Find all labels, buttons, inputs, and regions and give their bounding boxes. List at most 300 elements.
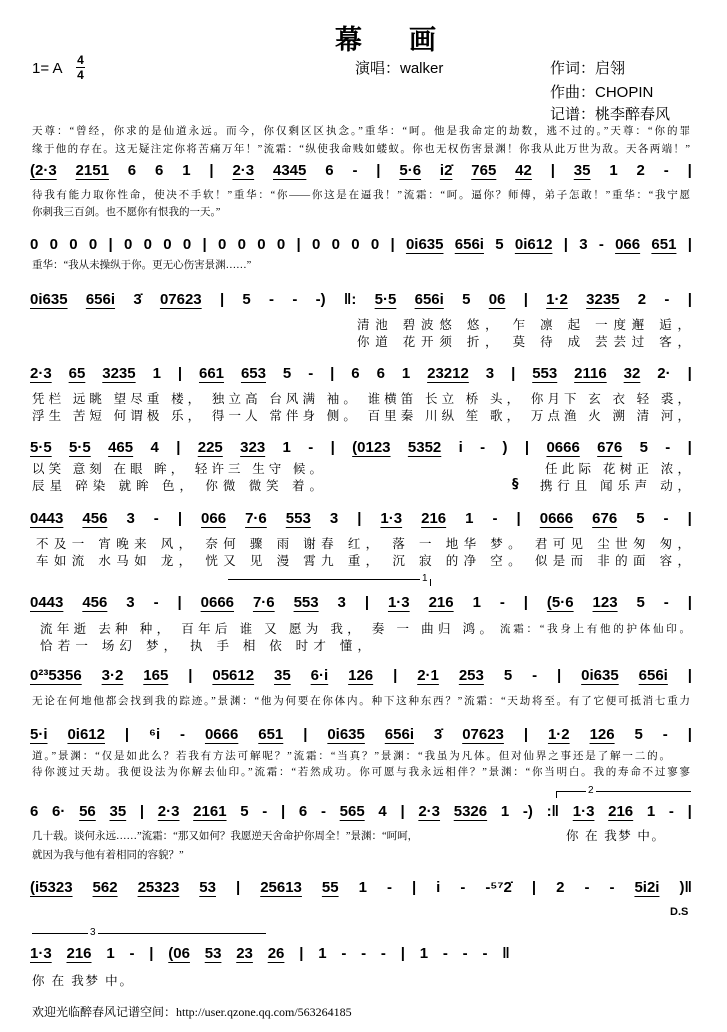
- note-group: 0: [370, 236, 380, 253]
- note-group: 066: [615, 236, 641, 253]
- note-group: 0: [217, 236, 227, 253]
- barline: |: [303, 726, 308, 743]
- note-group: 2: [556, 879, 565, 896]
- barline: |: [177, 594, 182, 611]
- note-group: -): [315, 291, 326, 308]
- note-group: 3: [126, 594, 135, 611]
- dash: -: [492, 510, 498, 527]
- lyric-line-verse-1: 不及一 宵晚来 风， 奈何 骤 雨 谢春 红， 落 一 地华 梦。 君可见 尘世匆 匆，: [36, 537, 690, 551]
- note-group: 253: [458, 667, 484, 684]
- note-group: 0i635: [405, 236, 444, 253]
- note-group: 1·3: [572, 803, 595, 820]
- note-group: 0666: [539, 510, 574, 527]
- notation-row: [30, 944, 510, 966]
- note-group: 1: [646, 803, 656, 820]
- note-group: 06: [488, 291, 506, 308]
- dash: -: [668, 803, 674, 820]
- note-group: 456: [82, 594, 108, 611]
- note-group: 55: [321, 879, 339, 896]
- note-group: 5·5: [69, 439, 91, 456]
- lyric-line-verse-1: 以笑 意刻 在眼 眸， 轻许三 生守 候。: [32, 462, 322, 476]
- volta-bracket: [228, 579, 431, 586]
- note-group: 5·5: [30, 439, 52, 456]
- barline: |: [376, 162, 381, 179]
- notation-row: [30, 364, 692, 386]
- dialogue-line: 待我有能力取你性命，使决不手软！”重华：“你——你这是在逼我！”流霜：“呵。逼你？师傅，弟子怎敢！”重华：“我宁愿: [32, 190, 690, 201]
- notation-row: [30, 802, 692, 824]
- note-group: 5: [240, 803, 249, 820]
- note-group: 1: [465, 510, 474, 527]
- note-group: 23212: [427, 365, 469, 382]
- note-group: 25323: [137, 879, 180, 896]
- note-group: 0: [123, 236, 133, 253]
- note-group: 65: [68, 365, 86, 382]
- note-group: 05612: [212, 667, 255, 684]
- volta-label: 2: [588, 785, 594, 796]
- dash: -: [663, 594, 669, 611]
- barline: |: [177, 510, 183, 527]
- note-group: 42: [515, 162, 532, 179]
- lyric-line-verse-2: 浮生 苦短 何谓极 乐， 得一人 常伴身 侧。 百里秦 川纵 笙 歌， 万点渔 火 溯 清 河，: [32, 409, 690, 423]
- note-group: 651: [651, 236, 677, 253]
- barline: |: [330, 365, 335, 382]
- note-group: 0²³5356: [30, 667, 82, 684]
- note-group: 5: [462, 291, 471, 308]
- note-group: 2·3: [30, 365, 52, 382]
- note-group: 5: [242, 291, 251, 308]
- dash: -: [662, 726, 668, 743]
- note-group: 1: [401, 365, 411, 382]
- barline: |: [687, 726, 692, 743]
- note-group: -⁵⁷2̇: [485, 879, 512, 896]
- barline: |: [400, 803, 405, 820]
- note-group: 553: [532, 365, 558, 382]
- barline: |: [523, 291, 528, 308]
- barline: |: [364, 594, 370, 611]
- note-group: (06: [168, 945, 190, 962]
- dash: -: [308, 365, 314, 382]
- time-signature: [76, 54, 85, 81]
- dash: -: [262, 803, 268, 820]
- note-group: 4: [150, 439, 159, 456]
- note-group: 0443: [30, 594, 64, 611]
- dash: -: [442, 945, 448, 962]
- note-group: 2161: [193, 803, 227, 820]
- note-group: 0: [88, 236, 98, 253]
- barline: |: [357, 510, 362, 527]
- note-group: 0666: [204, 726, 239, 743]
- barline: |: [687, 439, 692, 456]
- note-group: 1: [106, 945, 115, 962]
- lyric-line-verse-2: 携行且 闻乐声 动，: [540, 479, 690, 493]
- note-group: 35: [274, 667, 291, 684]
- note-group: 565: [339, 803, 365, 820]
- note-group: 066: [201, 510, 227, 527]
- note-group: 0: [143, 236, 152, 253]
- note-group: 0: [311, 236, 321, 253]
- note-group: 765: [471, 162, 497, 179]
- dialogue-line: 几十载。谈何永远……”流霜：“那又如何？我愿逆天舍命护你周全！”景渊：“呵呵，: [32, 831, 419, 842]
- barline: |: [209, 162, 214, 179]
- dash: -: [665, 439, 671, 456]
- note-group: 1: [358, 879, 367, 896]
- note-group: 656i: [454, 236, 484, 253]
- note-group: 0: [237, 236, 246, 253]
- note-group: 1: [472, 594, 481, 611]
- note-group: 656i: [638, 667, 668, 684]
- note-group: 53: [204, 945, 222, 962]
- dash: -: [153, 594, 159, 611]
- dash: -: [598, 236, 604, 253]
- note-group: 3: [329, 510, 339, 527]
- barline: |: [188, 667, 193, 684]
- barline: |: [550, 162, 555, 179]
- note-group: 0i635: [581, 667, 619, 684]
- note-group: 5: [503, 667, 513, 684]
- barline: |: [687, 510, 692, 527]
- transcriber-credit: 记谱：桃李醉春风: [550, 106, 671, 123]
- note-group: (0123: [352, 439, 391, 456]
- note-group: 126: [348, 667, 374, 684]
- barline: |: [411, 879, 417, 896]
- note-group: 0666: [200, 594, 235, 611]
- dash: -: [480, 439, 486, 456]
- note-group: 25613: [260, 879, 302, 896]
- barline: |: [523, 594, 528, 611]
- lyric-line-verse-2: 恰若一 场幻 梦， 执 手 相 依 时才 懂，: [40, 639, 370, 653]
- barline: |: [108, 236, 113, 253]
- note-group: 5: [636, 594, 645, 611]
- note-group: 216: [608, 803, 634, 820]
- note-group: 6: [351, 365, 360, 382]
- notation-row: [30, 725, 692, 747]
- barline: )‖: [679, 879, 692, 896]
- note-group: 3̇: [433, 726, 443, 743]
- notation-row: [30, 235, 692, 257]
- note-group: 0: [30, 236, 39, 253]
- note-group: 1·3: [30, 945, 52, 962]
- segno-mark: §: [512, 477, 519, 492]
- note-group: 5·5: [374, 291, 397, 308]
- note-group: 1: [282, 439, 291, 456]
- barline: |: [296, 236, 301, 253]
- note-group: 5·6: [399, 162, 422, 179]
- dash: -: [584, 879, 590, 896]
- dash: -: [308, 439, 314, 456]
- note-group: 3: [337, 594, 346, 611]
- dal-segno-mark: D.S: [670, 906, 689, 918]
- note-group: 53: [199, 879, 216, 896]
- note-group: 553: [285, 510, 311, 527]
- note-group: 661: [198, 365, 225, 382]
- dash: -: [352, 162, 358, 179]
- dash: -: [664, 291, 670, 308]
- dash: -: [341, 945, 347, 962]
- note-group: 6: [154, 162, 164, 179]
- note-group: 6: [376, 365, 385, 382]
- dash: -: [499, 594, 505, 611]
- note-group: 35: [109, 803, 127, 820]
- note-group: 6: [298, 803, 308, 820]
- dialogue-line: 流霜：“我身上有他的护体仙印。: [500, 624, 690, 635]
- note-group: 3235: [102, 365, 136, 382]
- note-group: 553: [293, 594, 319, 611]
- barline: |: [235, 879, 241, 896]
- barline: |: [124, 726, 130, 743]
- dash: -: [462, 945, 468, 962]
- dialogue-line: 待你渡过天劫。我便设法为你解去仙印。”流霜：“若然成功。你可愿与我永远相伴？”景渊：“你当明白。我的寿命不过寥寥: [32, 767, 690, 778]
- note-group: 1·3: [387, 594, 410, 611]
- lyric-line-ending: 你 在 我梦 中。: [566, 829, 664, 843]
- note-group: 2·3: [157, 803, 180, 820]
- dash: -: [269, 291, 275, 308]
- dash: -: [129, 945, 135, 962]
- dash: -: [386, 879, 392, 896]
- dialogue-line: 无论在何地他都会找到我的踪迹。”景渊：“他为何要在你体内。种下这种东西？”流霜：“天劫将至。有了它便可抵消七重力: [32, 696, 690, 707]
- note-group: i: [458, 439, 463, 456]
- note-group: 1: [182, 162, 191, 179]
- barline: |: [281, 803, 286, 820]
- lyricist-credit: 作词：启翎: [550, 60, 626, 77]
- note-group: 32: [623, 365, 641, 382]
- barline: |: [687, 667, 692, 684]
- note-group: 216: [428, 594, 454, 611]
- barline: |: [687, 236, 692, 253]
- lyric-line-verse-1: 任此际 花树正 浓，: [545, 462, 690, 476]
- notation-row: [30, 438, 692, 460]
- note-group: i: [436, 879, 441, 896]
- note-group: 2: [637, 291, 647, 308]
- barline: |: [299, 945, 304, 962]
- note-group: 653: [240, 365, 266, 382]
- note-group: 7·6: [252, 594, 275, 611]
- note-group: 2151: [75, 162, 109, 179]
- lyric-line-verse-2: 辰星 碎染 就眸 色， 你微 微笑 着。: [32, 479, 322, 493]
- note-group: 7·6: [245, 510, 267, 527]
- barline: :‖: [546, 803, 560, 820]
- note-group: 1: [500, 803, 510, 820]
- note-group: 6: [127, 162, 137, 179]
- lyric-line-verse-2: 你道 花开须 折， 莫 待 成 芸芸过 客，: [357, 335, 690, 349]
- barline: |: [524, 439, 530, 456]
- singer-credit: 演唱：walker: [355, 60, 444, 77]
- note-group: 126: [589, 726, 615, 743]
- barline: |: [219, 291, 225, 308]
- barline: |: [687, 365, 692, 382]
- note-group: 216: [66, 945, 92, 962]
- composer-credit: 作曲：CHOPIN: [550, 84, 654, 101]
- note-group: 465: [108, 439, 134, 456]
- note-group: 26: [267, 945, 285, 962]
- note-group: 1: [152, 365, 161, 382]
- note-group: 656i: [384, 726, 414, 743]
- note-group: 1·2: [546, 291, 568, 308]
- barline: |: [531, 879, 537, 896]
- note-group: 2·1: [417, 667, 439, 684]
- dash: -: [380, 945, 386, 962]
- dash: -: [361, 945, 367, 962]
- barline: |: [177, 365, 183, 382]
- note-group: 3·2: [101, 667, 124, 684]
- note-group: 651: [258, 726, 284, 743]
- dialogue-line: 你刺我三百剑。也不愿你有恨我的一天。”: [32, 207, 221, 218]
- dialogue-line: 重华：“我从未操纵于你。更无心伤害景渊……”: [32, 260, 252, 271]
- note-group: 3: [579, 236, 588, 253]
- note-group: 656i: [85, 291, 116, 308]
- note-group: 0i635: [327, 726, 365, 743]
- note-group: 6: [325, 162, 334, 179]
- barline: |: [390, 236, 395, 253]
- notation-row: [30, 593, 692, 615]
- barline: ): [502, 439, 508, 456]
- barline: ‖: [502, 945, 510, 962]
- note-group: 456: [82, 510, 108, 527]
- note-group: 0i635: [30, 291, 68, 308]
- note-group: 07623: [462, 726, 504, 743]
- time-signature-top: 4: [77, 53, 84, 67]
- barline: |: [563, 236, 568, 253]
- score-title: 幕 画: [335, 25, 446, 56]
- note-group: 4345: [273, 162, 307, 179]
- note-group: 6·: [52, 803, 66, 820]
- note-group: 5: [495, 236, 504, 253]
- dash: -: [663, 510, 669, 527]
- notation-row: [30, 878, 692, 900]
- volta-label: 3: [90, 927, 96, 938]
- notation-row: [30, 290, 692, 312]
- note-group: 6·i: [310, 667, 329, 684]
- dash: -: [532, 667, 538, 684]
- note-group: 35: [573, 162, 591, 179]
- barline: |: [516, 510, 521, 527]
- note-group: 56: [79, 803, 96, 820]
- note-group: 1·3: [380, 510, 403, 527]
- dialogue-line: 缘于他的存在。这无疑注定你将苦痛万年！”流霜：“纵使我命贱如蝼蚁。你也无权伤害景渊！你我从此万世为敌。天各两端！”: [32, 144, 690, 155]
- note-group: 5: [634, 726, 643, 743]
- note-group: 165: [143, 667, 169, 684]
- barline: |: [139, 803, 145, 820]
- note-group: 0666: [546, 439, 580, 456]
- barline: |: [687, 162, 692, 179]
- note-group: (i5323: [30, 879, 73, 896]
- note-group: 0: [49, 236, 58, 253]
- notation-row: [30, 509, 692, 531]
- dialogue-line: 道。”景渊：“仅是如此么？若我有方法可解呢？”流霜：“当真？”景渊：“我虽为凡体。但对仙界之事还是了解一二的。: [32, 751, 670, 762]
- dash: -: [292, 291, 298, 308]
- note-group: 0i612: [67, 726, 105, 743]
- note-group: 4: [378, 803, 387, 820]
- barline: |: [330, 439, 335, 456]
- barline: |: [511, 365, 516, 382]
- note-group: 5: [282, 365, 292, 382]
- barline: |: [393, 667, 398, 684]
- note-group: 2·: [657, 365, 671, 382]
- note-group: ⁶i: [149, 726, 161, 743]
- note-group: 656i: [414, 291, 444, 308]
- note-group: -): [522, 803, 533, 820]
- note-group: 2116: [574, 365, 607, 382]
- note-group: 5: [639, 439, 648, 456]
- note-group: 0: [182, 236, 192, 253]
- lyric-line-verse-1: 凭栏 远眺 望尽重 楼， 独立高 台风满 袖。 谁横笛 长立 桥 头， 你月下 玄 衣 轻 裘，: [32, 392, 690, 406]
- note-group: 07623: [159, 291, 202, 308]
- dash: -: [460, 879, 466, 896]
- note-group: 1: [609, 162, 618, 179]
- dash: -: [153, 510, 159, 527]
- note-group: 0443: [30, 510, 64, 527]
- lyric-line-verse-2: 车如流 水马如 龙， 恍又 见 漫 霄九 重， 沉 寂 的净 空。 似是而 非的面 容，: [36, 554, 690, 568]
- barline: |: [687, 594, 692, 611]
- note-group: 0i612: [514, 236, 553, 253]
- note-group: 23: [236, 945, 253, 962]
- notation-row: [30, 161, 692, 183]
- note-group: 0: [69, 236, 78, 253]
- note-group: 3̇: [133, 291, 142, 308]
- barline: |: [202, 236, 207, 253]
- note-group: 5·i: [30, 726, 48, 743]
- note-group: 0: [163, 236, 172, 253]
- notation-row: [30, 666, 692, 688]
- time-signature-bottom: 4: [77, 68, 84, 82]
- note-group: 2·3: [418, 803, 441, 820]
- dash: -: [320, 803, 326, 820]
- note-group: 562: [92, 879, 118, 896]
- dash: -: [180, 726, 186, 743]
- barline: |: [149, 945, 154, 962]
- note-group: (5·6: [546, 594, 574, 611]
- note-group: 676: [597, 439, 623, 456]
- note-group: 1: [419, 945, 429, 962]
- note-group: i2̇: [439, 162, 453, 179]
- note-group: 3: [485, 365, 495, 382]
- note-group: 1: [318, 945, 327, 962]
- dash: -: [663, 162, 669, 179]
- note-group: 0: [351, 236, 360, 253]
- volta-bracket: [32, 933, 266, 934]
- note-group: 676: [592, 510, 618, 527]
- dialogue-line: 天尊：“曾经，你求的是仙道永远。而今，你仅剩区区执念。”重华：“呵。他是我命定的劫数，逃不过的。”天尊：“你的罪: [32, 126, 690, 137]
- dash: -: [482, 945, 488, 962]
- note-group: (2·3: [30, 162, 57, 179]
- lyric-line-verse-1: 流年逝 去种 种， 百年后 谁 又 愿为 我， 奏 一 曲归 鸿。: [40, 622, 492, 636]
- note-group: 5352: [407, 439, 442, 456]
- barline: |: [523, 726, 529, 743]
- note-group: 1·2: [547, 726, 570, 743]
- dash: -: [609, 879, 615, 896]
- note-group: 0: [257, 236, 266, 253]
- note-group: 2·3: [232, 162, 255, 179]
- key-signature: 1= A: [32, 60, 63, 77]
- barline: |: [400, 945, 405, 962]
- note-group: 0: [276, 236, 286, 253]
- note-group: 323: [240, 439, 266, 456]
- note-group: 5326: [453, 803, 488, 820]
- volta-bracket: [556, 791, 691, 798]
- note-group: 216: [421, 510, 447, 527]
- lyric-line-verse-1: 清池 碧波悠 悠， 乍 凛 起 一度邂 逅，: [357, 318, 690, 332]
- note-group: 225: [197, 439, 223, 456]
- barline: ‖:: [343, 291, 357, 308]
- note-group: 5i2i: [634, 879, 660, 896]
- lyric-line-ending: 你 在 我梦 中。: [32, 974, 132, 988]
- volta-label: 1: [422, 573, 428, 584]
- footer-note: 欢迎光临醉春风记谱空间：http://user.qzone.qq.com/563264185: [32, 1005, 352, 1019]
- dialogue-line: 就因为我与他有着相同的容貌？”: [32, 850, 184, 861]
- note-group: 3: [126, 510, 135, 527]
- note-group: 2: [636, 162, 645, 179]
- barline: |: [176, 439, 181, 456]
- note-group: 0: [331, 236, 340, 253]
